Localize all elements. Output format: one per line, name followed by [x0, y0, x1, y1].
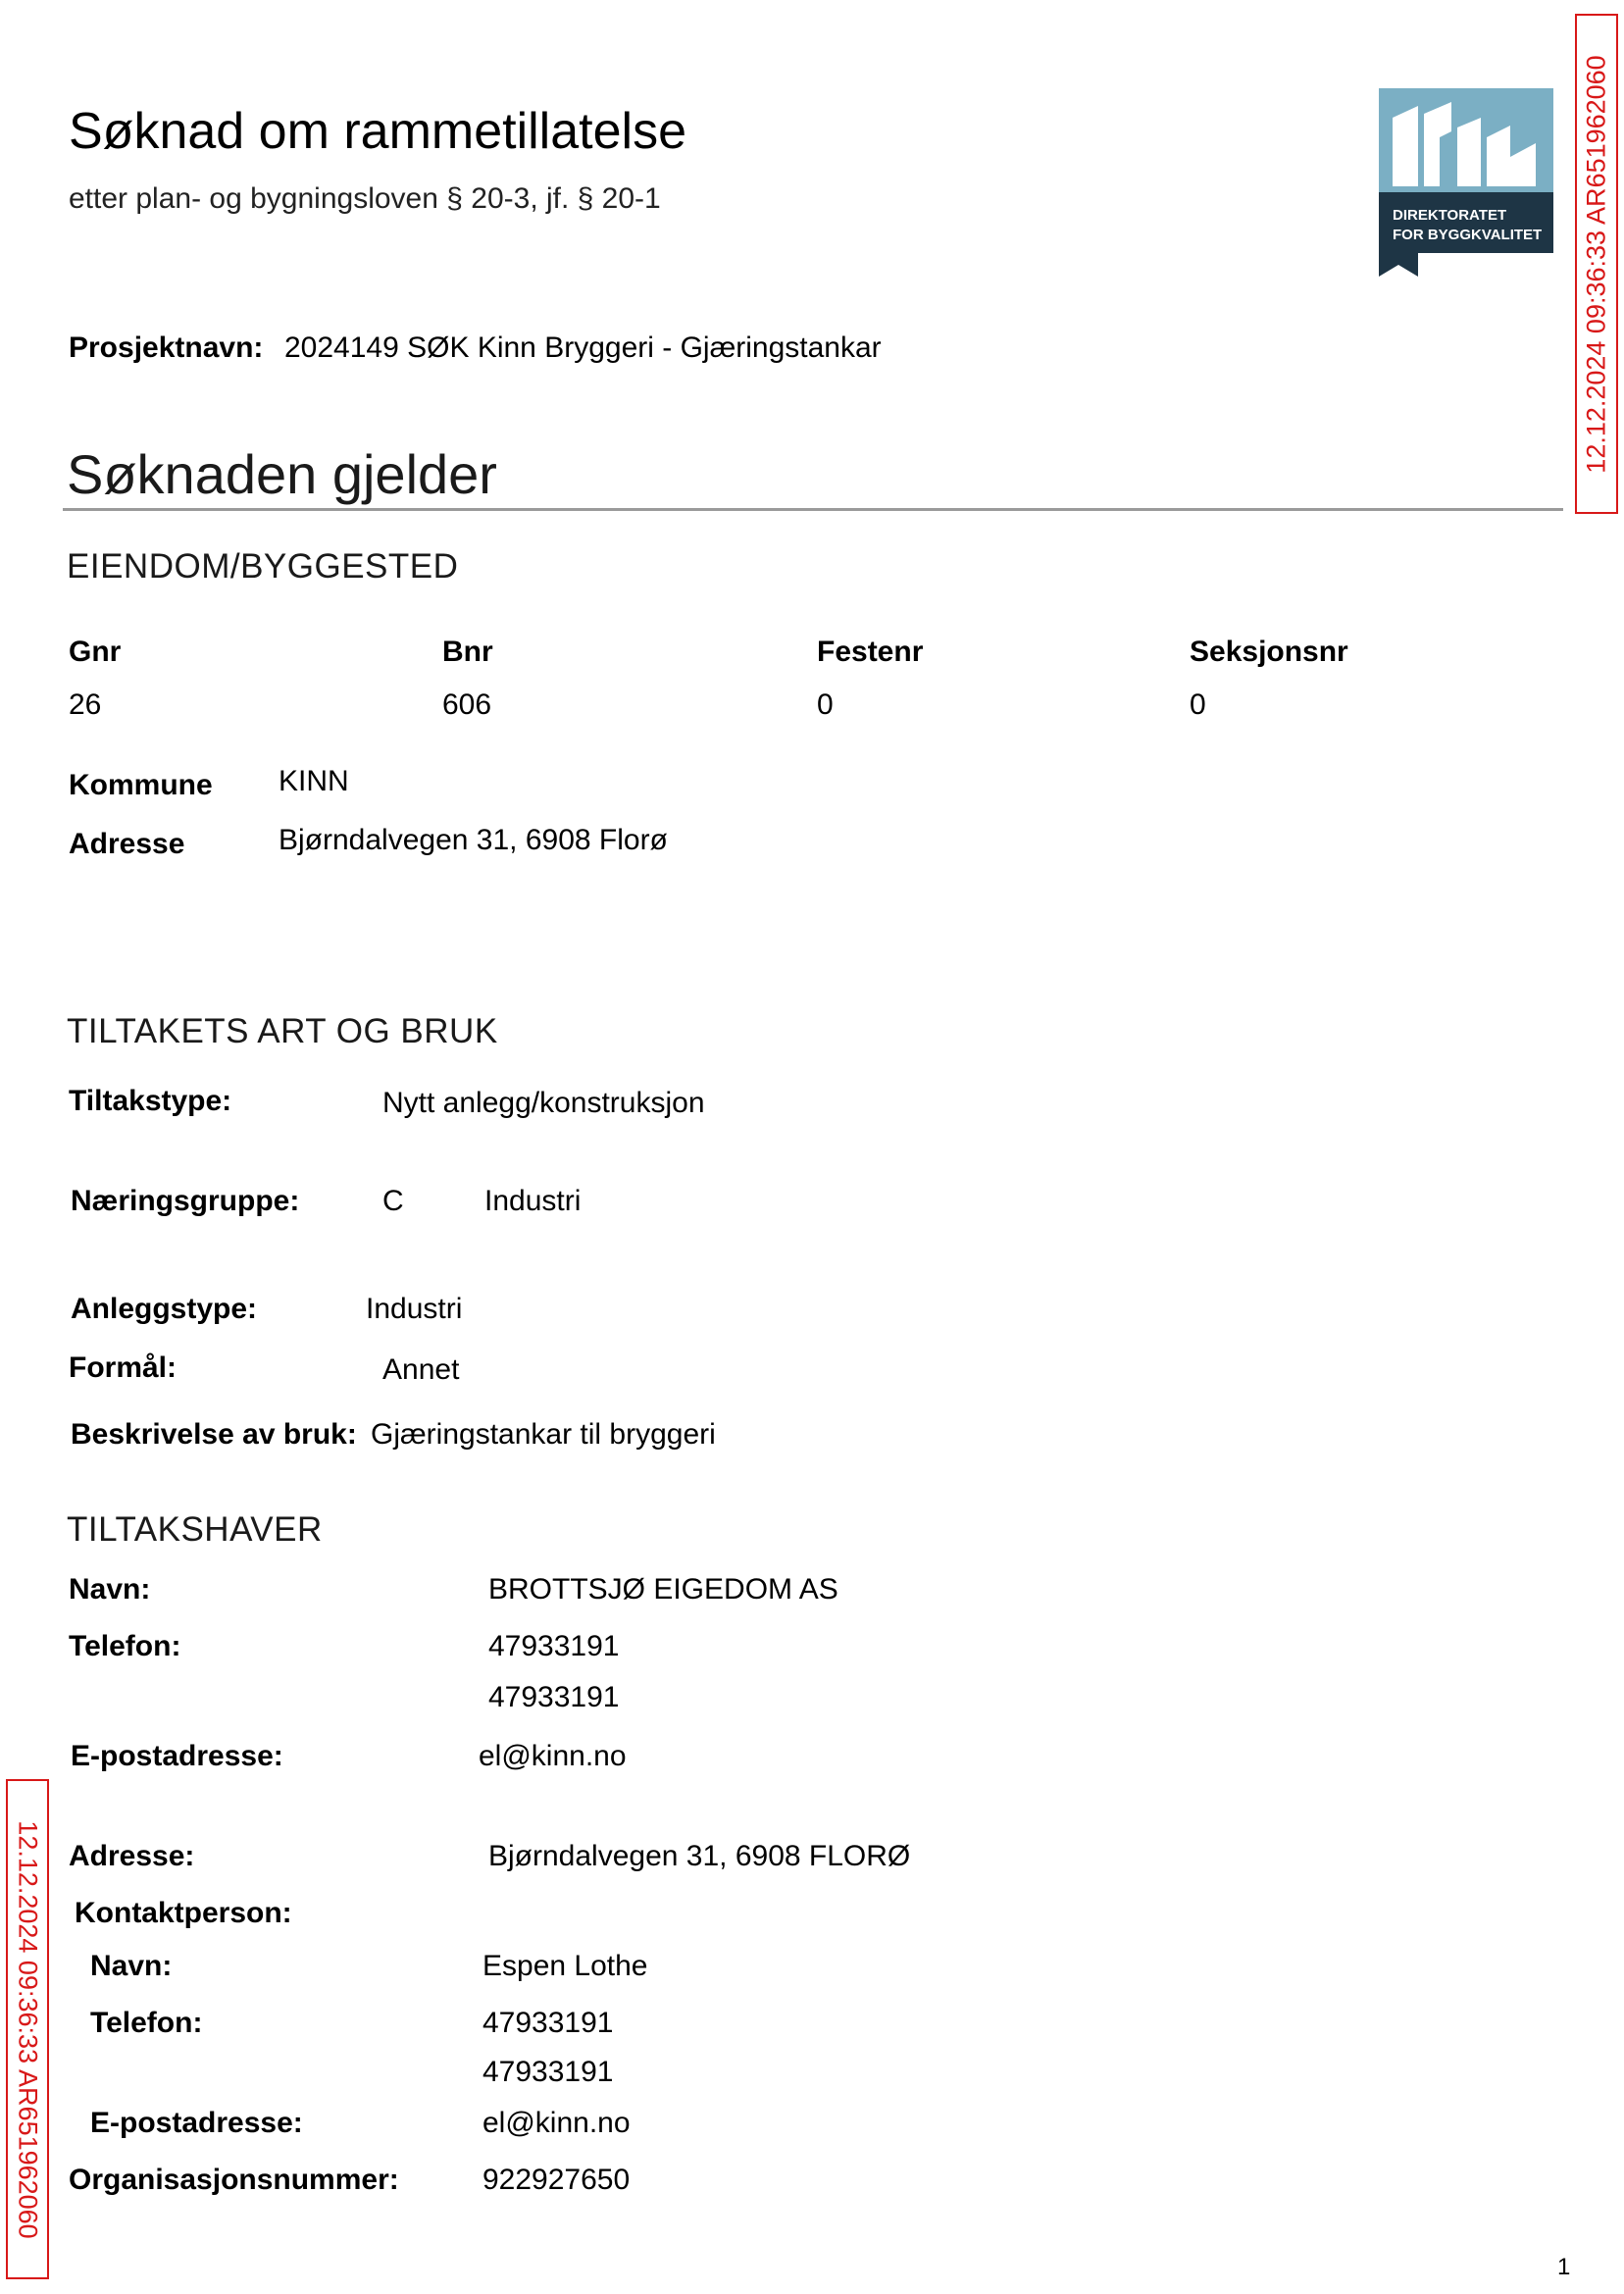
kontakt-epost-label: E-postadresse:: [90, 2107, 303, 2139]
kontakt-navn-label: Navn:: [90, 1950, 173, 1982]
owner-navn-label: Navn:: [69, 1573, 151, 1606]
orgnr-value: 922927650: [482, 2164, 631, 2196]
anleggstype-value: Industri: [366, 1293, 463, 1325]
kontakt-telefon-label: Telefon:: [90, 2007, 203, 2039]
adresse-value: Bjørndalvegen 31, 6908 Florø: [279, 824, 668, 856]
gnr-label: Gnr: [69, 636, 122, 668]
owner-adresse-value: Bjørndalvegen 31, 6908 FLORØ: [488, 1840, 911, 1872]
seksjonsnr-value: 0: [1190, 688, 1206, 721]
received-stamp-top: [1575, 14, 1618, 514]
owner-adresse-label: Adresse:: [69, 1840, 195, 1872]
kontakt-epost-value: el@kinn.no: [482, 2107, 631, 2139]
section-title: Søknaden gjelder: [67, 443, 497, 505]
owner-heading: TILTAKSHAVER: [67, 1510, 323, 1549]
project-label: Prosjektnavn:: [69, 331, 264, 364]
naeringsgruppe-value: Industri: [484, 1185, 582, 1217]
bnr-value: 606: [442, 688, 492, 721]
tiltakstype-value: Nytt anlegg/konstruksjon: [382, 1087, 705, 1119]
seksjonsnr-label: Seksjonsnr: [1190, 636, 1348, 668]
kontakt-telefon-value-1: 47933191: [482, 2007, 614, 2039]
section-divider: [63, 508, 1563, 511]
document-title: Søknad om rammetillatelse: [69, 103, 686, 160]
dibk-logo-graphic: [1379, 88, 1553, 277]
owner-epost-value: el@kinn.no: [479, 1740, 627, 1772]
formal-label: Formål:: [69, 1351, 178, 1384]
page-number: 1: [1557, 2254, 1571, 2280]
naeringsgruppe-code: C: [382, 1185, 404, 1217]
owner-navn-value: BROTTSJØ EIGEDOM AS: [488, 1573, 838, 1606]
property-heading: EIENDOM/BYGGESTED: [67, 547, 459, 586]
owner-telefon-value-1: 47933191: [488, 1630, 620, 1662]
kommune-value: KINN: [279, 765, 349, 797]
document-subtitle: etter plan- og bygningsloven § 20-3, jf. § 20-1: [69, 182, 661, 215]
beskrivelse-label: Beskrivelse av bruk:: [71, 1418, 357, 1451]
festenr-label: Festenr: [817, 636, 924, 668]
owner-epost-label: E-postadresse:: [71, 1740, 283, 1772]
received-stamp-bottom-text: 12.12.2024 09:36:33 AR651962060: [13, 1819, 43, 2239]
owner-telefon-value-2: 47933191: [488, 1681, 620, 1713]
kommune-label: Kommune: [69, 769, 213, 801]
adresse-label: Adresse: [69, 828, 185, 860]
naeringsgruppe-label: Næringsgruppe:: [71, 1185, 300, 1217]
beskrivelse-value: Gjæringstankar til bryggeri: [371, 1418, 716, 1451]
kontakt-navn-value: Espen Lothe: [482, 1950, 648, 1982]
dibk-logo: [1379, 88, 1553, 277]
bnr-label: Bnr: [442, 636, 493, 668]
measure-heading: TILTAKETS ART OG BRUK: [67, 1012, 498, 1050]
owner-telefon-label: Telefon:: [69, 1630, 181, 1662]
project-value: 2024149 SØK Kinn Bryggeri - Gjæringstankar: [284, 331, 882, 364]
kontakt-telefon-value-2: 47933191: [482, 2056, 614, 2088]
formal-value: Annet: [382, 1353, 460, 1386]
logo-text-line2: FOR BYGGKVALITET: [1393, 227, 1543, 243]
kontaktperson-label: Kontaktperson:: [75, 1897, 292, 1929]
orgnr-label: Organisasjonsnummer:: [69, 2164, 399, 2196]
gnr-value: 26: [69, 688, 102, 721]
received-stamp-bottom: [6, 1779, 49, 2279]
received-stamp-top-text: 12.12.2024 09:36:33 AR651962060: [1581, 54, 1611, 474]
logo-text-line1: DIREKTORATET: [1393, 207, 1507, 224]
festenr-value: 0: [817, 688, 834, 721]
tiltakstype-label: Tiltakstype:: [69, 1085, 232, 1117]
anleggstype-label: Anleggstype:: [71, 1293, 258, 1325]
